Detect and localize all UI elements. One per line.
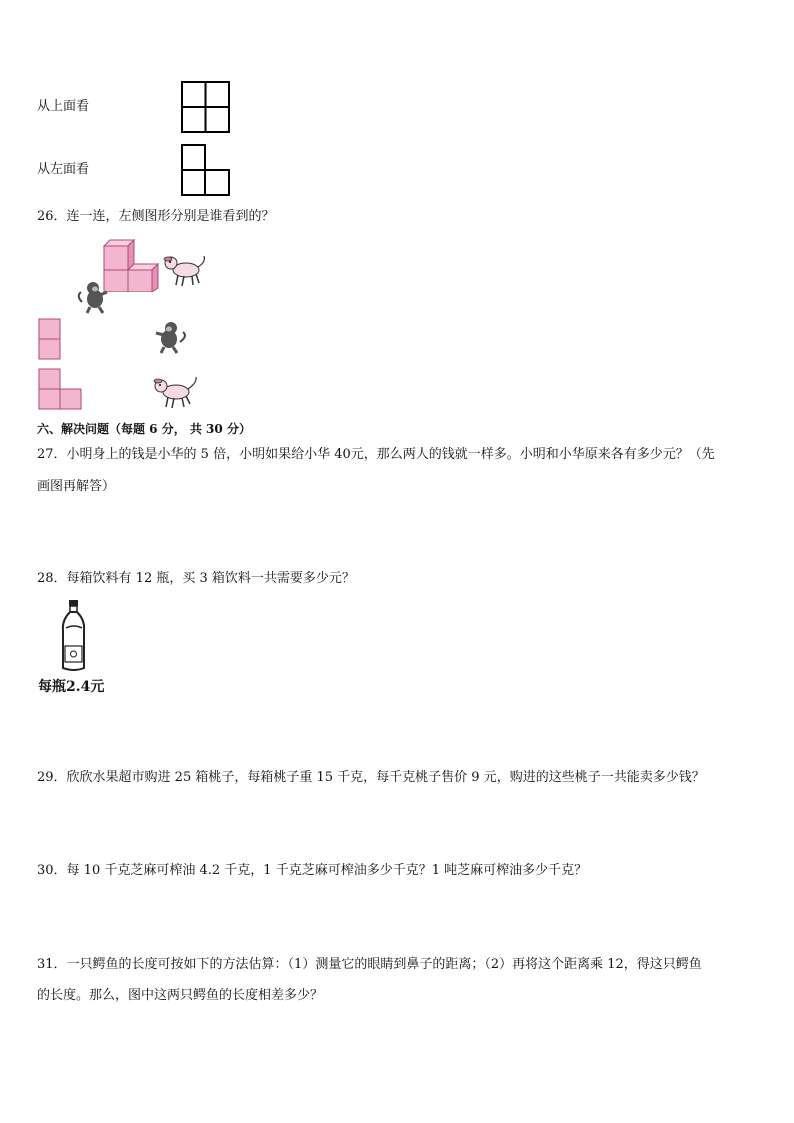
question-26: 26．连一连，左侧图形分别是谁看到的？	[37, 209, 275, 224]
monkey-icon	[76, 280, 112, 314]
price-label: 每瓶2.4元	[38, 679, 105, 695]
question-27-line1: 27．小明身上的钱是小华的 5 倍，小明如果给小华 40元，那么两人的钱就一样多。小明和小华原来各有多少元？（先	[37, 447, 715, 462]
top-view-label: 从上面看	[37, 99, 90, 114]
left-view-figure	[180, 143, 232, 197]
monkey-icon	[150, 320, 190, 354]
dog-icon	[160, 252, 210, 288]
side-view-figure	[38, 368, 84, 412]
question-29: 29．欣欣水果超市购进 25 箱桃子，每箱桃子重 15 千克，每千克桃子售价 9 元，购进的这些桃子一共能卖多少钱？	[37, 770, 705, 785]
question-27-line2: 画图再解答）	[37, 479, 116, 494]
bottle-icon	[58, 598, 90, 674]
section-6-heading: 六、解决问题（每题 6 分， 共 30 分）	[37, 422, 251, 436]
question-28: 28．每箱饮料有 12 瓶，买 3 箱饮料一共需要多少元？	[37, 571, 355, 586]
question-31-line1: 31．一只鳄鱼的长度可按如下的方法估算：（1）测量它的眼睛到鼻子的距离；（2）再将这个距离乘 12，得这只鳄鱼	[37, 957, 702, 972]
question-31-line2: 的长度。那么，图中这两只鳄鱼的长度相差多少？	[37, 988, 324, 1003]
front-view-figure	[38, 318, 62, 362]
question-30: 30．每 10 千克芝麻可榨油 4.2 千克，1 千克芝麻可榨油多少千克？1 吨芝麻可榨油多少千克？	[37, 863, 588, 878]
top-view-figure	[180, 80, 232, 134]
dog-icon	[150, 374, 202, 410]
left-view-label: 从左面看	[37, 162, 90, 177]
